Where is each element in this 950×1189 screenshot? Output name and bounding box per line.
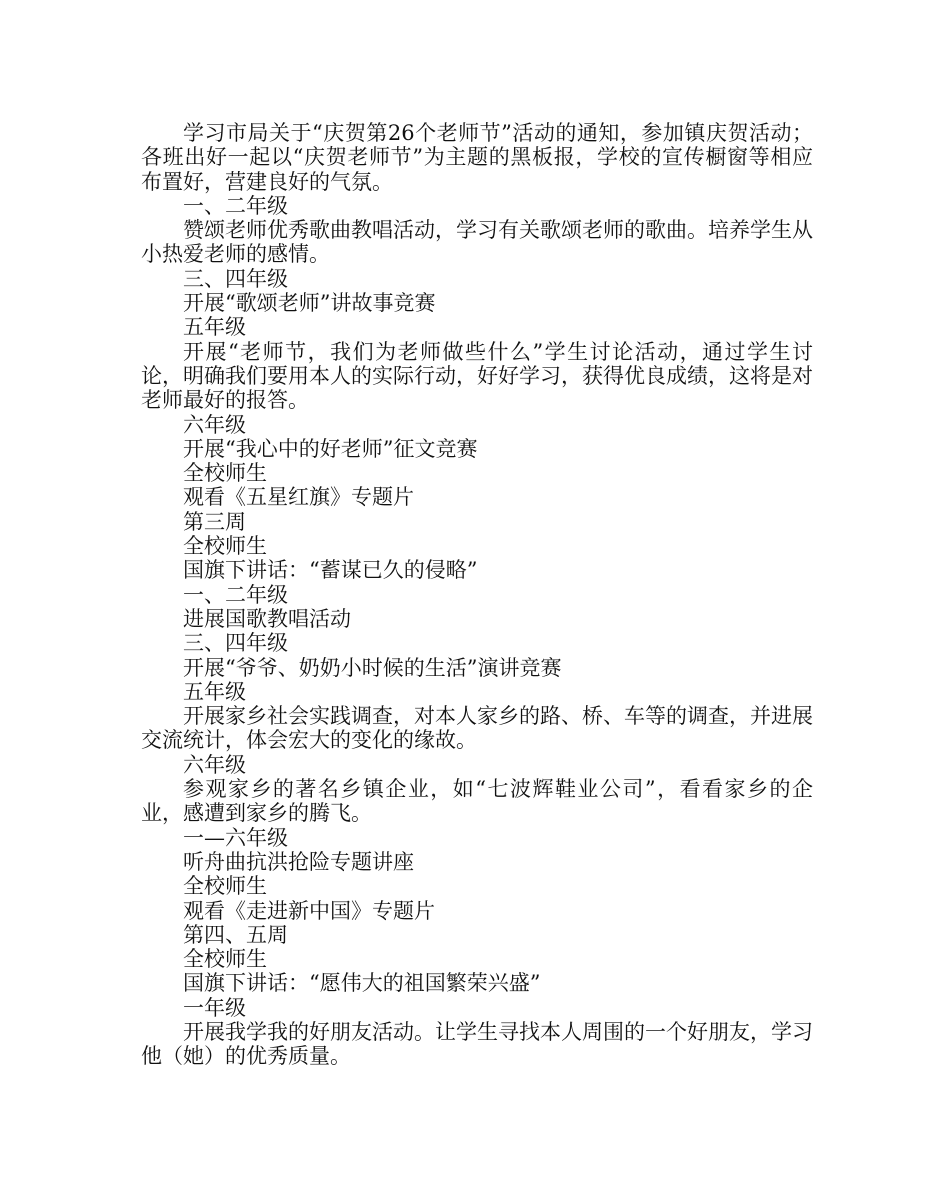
paragraph-watch-film-2: 观看《走进新中国》专题片 (183, 898, 435, 923)
document-body (141, 121, 813, 1069)
paragraph-enterprise-visit: 参观家乡的著名乡镇企业，如“七波辉鞋业公司”，看看家乡的企业，感遭到家乡的腾飞。 (141, 777, 813, 826)
paragraph-good-friend-activity: 开展我学我的好朋友活动。让学生寻找本人周围的一个好朋友，学习他（她）的优秀质量。 (141, 1019, 813, 1069)
heading-all-school: 全校师生 (183, 534, 267, 559)
heading-grade-5: 五年级 (183, 679, 246, 704)
heading-grades-3-4: 三、四年级 (183, 631, 288, 656)
heading-all-school: 全校师生 (183, 874, 267, 899)
heading-grades-1-2: 一、二年级 (183, 582, 288, 607)
paragraph-hometown-survey: 开展家乡社会实践调查，对本人家乡的路、桥、车等的调查，并进展交流统计，体会宏大的变化的缘故。 (141, 704, 813, 753)
heading-grades-3-4: 三、四年级 (183, 266, 288, 291)
paragraph-essay-contest: 开展“我心中的好老师”征文竞赛 (183, 436, 478, 461)
heading-grade-1: 一年级 (183, 995, 246, 1020)
paragraph-speech-contest: 开展“爷爷、奶奶小时候的生活”演讲竞赛 (183, 655, 562, 680)
heading-weeks-4-5: 第四、五周 (183, 922, 288, 947)
paragraph-watch-film-1: 观看《五星红旗》专题片 (183, 485, 414, 510)
paragraph-student-discussion: 开展“老师节，我们为老师做些什么”学生讨论活动，通过学生讨论，明确我们要用本人的实际行动，好好学习，获得优良成绩，这将是对老师最好的报答。 (141, 339, 813, 413)
heading-all-school: 全校师生 (183, 461, 267, 486)
paragraph-flag-speech-1: 国旗下讲话：“蓄谋已久的侵略” (183, 558, 478, 583)
heading-week-3: 第三周 (183, 509, 246, 534)
paragraph-storytelling-contest: 开展“歌颂老师”讲故事竞赛 (183, 291, 436, 316)
paragraph-intro-notice: 学习市局关于“庆贺第26个老师节”活动的通知，参加镇庆贺活动；各班出好一起以“庆贺老师节”为主题的黑板报，学校的宣传橱窗等相应布置好，营建良好的气氛。 (141, 121, 813, 194)
heading-grades-1-6: 一—六年级 (183, 825, 288, 850)
heading-all-school: 全校师生 (183, 947, 267, 972)
heading-grade-6: 六年级 (183, 752, 246, 777)
paragraph-flag-speech-2: 国旗下讲话：“愿伟大的祖国繁荣兴盛” (183, 971, 541, 996)
paragraph-song-teaching: 赞颂老师优秀歌曲教唱活动，学习有关歌颂老师的歌曲。培养学生从小热爱老师的感情。 (141, 218, 813, 267)
paragraph-anthem-teaching: 进展国歌教唱活动 (183, 606, 351, 631)
heading-grades-1-2: 一、二年级 (183, 193, 288, 218)
paragraph-flood-lecture: 听舟曲抗洪抢险专题讲座 (183, 849, 414, 874)
heading-grade-5: 五年级 (183, 315, 246, 340)
heading-grade-6: 六年级 (183, 412, 246, 437)
